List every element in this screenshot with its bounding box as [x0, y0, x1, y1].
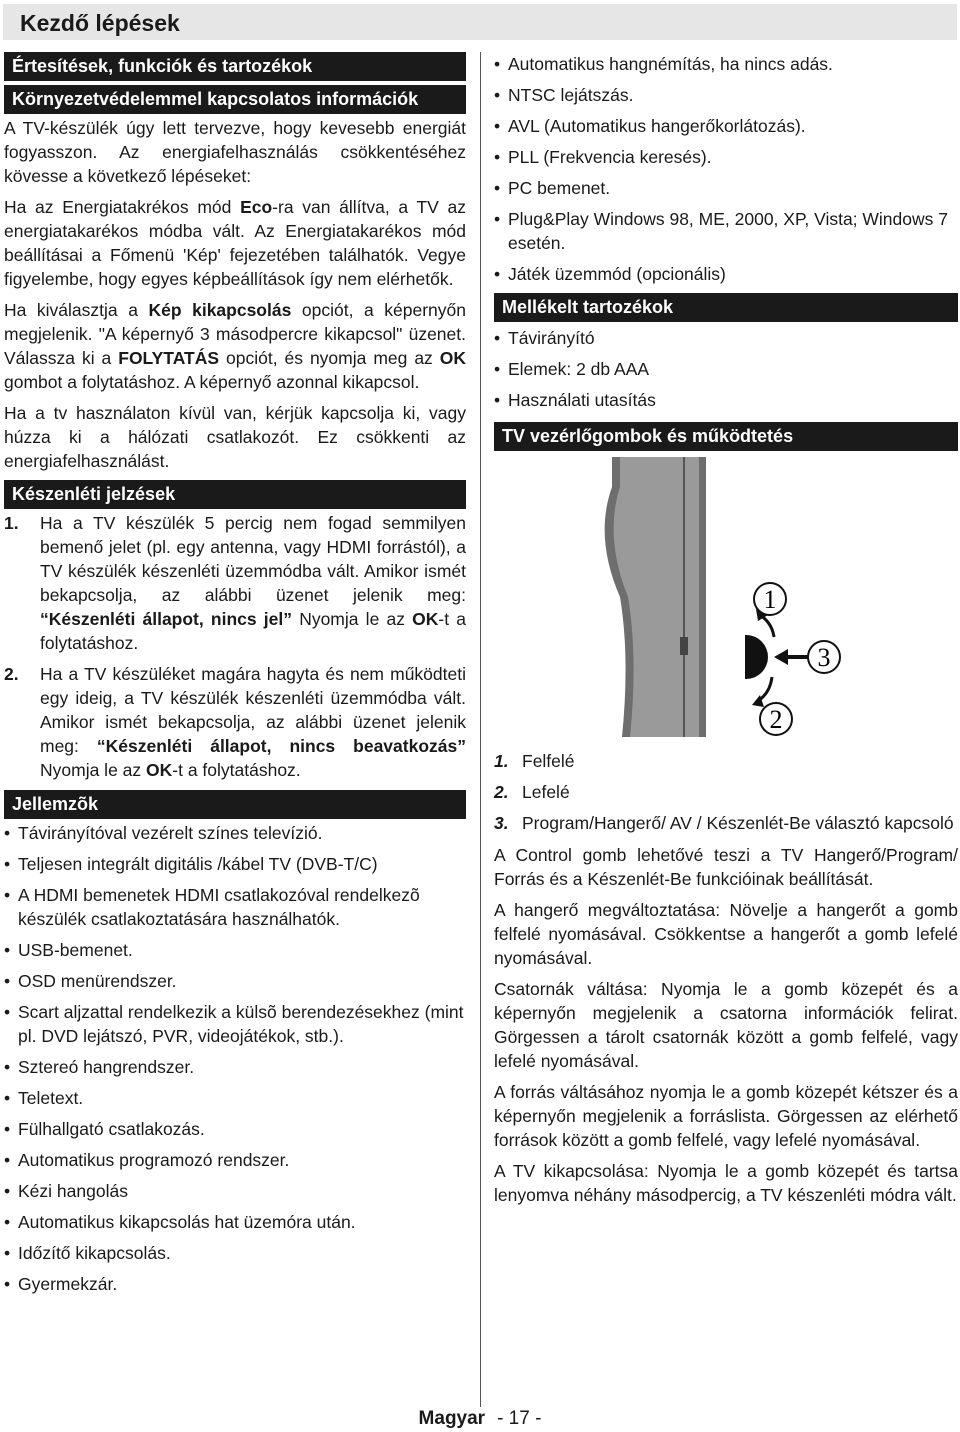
column-divider: [480, 52, 481, 1407]
list-item: • USB-bemenet.: [4, 938, 466, 962]
controls-list: [494, 749, 958, 835]
section-header-controls: TV vezérlőgombok és működtetés: [494, 422, 958, 451]
list-item: • Kézi hangolás: [4, 1179, 466, 1203]
list-item: • NTSC lejátszás.: [494, 83, 958, 107]
list-item: 2. Lefelé: [494, 782, 570, 802]
env-paragraph-1: A TV-készülék úgy lett tervezve, hogy kevesebb energiát fogyasszon. Az energiafelhasználás csökkentéséhez kövesse a következő lépéseket:: [4, 118, 466, 186]
page-title: Kezdő lépések: [3, 4, 957, 40]
list-item: • Automatikus hangnémítás, ha nincs adás.: [494, 52, 958, 76]
controls-paragraph-2: A hangerő megváltoztatása: Növelje a hangerőt a gomb felfelé nyomásával. Csökkentse a hangerőt a gomb lefelé nyomásával.: [494, 900, 958, 968]
list-item: 3. Program/Hangerő/ AV / Készenlét-Be választó kapcsoló: [494, 813, 954, 833]
list-item: • A HDMI bemenetek HDMI csatlakozóval rendelkezõ készülék csatlakoztatására használhatók.: [4, 883, 466, 931]
tv-side-illustration: [494, 457, 958, 737]
callout-1-label: 1: [763, 585, 777, 614]
page-footer: [0, 1408, 960, 1430]
list-item: • Plug&Play Windows 98, ME, 2000, XP, Vista; Windows 7 esetén.: [494, 207, 958, 255]
list-item: • Automatikus programozó rendszer.: [4, 1148, 466, 1172]
list-item: • Scart aljzattal rendelkezik a külsõ berendezésekhez (mint pl. DVD lejátszó, PVR, videojátékok, stb.).: [4, 1000, 466, 1048]
section-header-notifications: Értesítések, funkciók és tartozékok: [4, 52, 466, 81]
section-header-standby: Készenléti jelzések: [4, 480, 466, 509]
controls-paragraph-1: A Control gomb lehetővé teszi a TV Hangerő/Program/ Forrás és a Készenlét-Be funkcióinak beállítását.: [494, 845, 958, 889]
footer-language: Magyar: [418, 1408, 486, 1429]
control-button-nub: [680, 637, 688, 655]
tv-control-figure: [494, 457, 958, 737]
page-number: - 17 -: [497, 1408, 542, 1429]
controls-paragraph-5: A TV kikapcsolása: Nyomja le a gomb közepét és tartsa lenyomva néhány másodpercig, a TV készenléti módra vált.: [494, 1161, 958, 1205]
env-paragraph-4: Ha a tv használaton kívül van, kérjük kapcsolja ki, vagy húzza ki a hálózati csatlakozót. Ez csökkenti az energiafelhasználást.: [4, 403, 466, 471]
list-item: • Használati utasítás: [494, 388, 958, 412]
list-item: • Távirányítóval vezérelt színes televízió.: [4, 821, 466, 845]
control-button-icon: [746, 635, 768, 679]
list-item: 1. Felfelé: [494, 751, 575, 771]
env-paragraph-3: Ha kiválasztja a Kép kikapcsolás opciót, a képernyőn megjelenik. "A képernyő 3 másodpercre kikapcsol" üzenet. Válassza ki a FOLYTATÁS opciót, és nyomja meg az OK gombot a folytatáshoz. A képernyő azonnal kikapcsol.: [4, 300, 467, 392]
section-header-accessories: Mellékelt tartozékok: [494, 293, 958, 322]
list-item: • AVL (Automatikus hangerőkorlátozás).: [494, 114, 958, 138]
list-item: 2. Ha a TV készüléket magára hagyta és nem működteti egy ideig, a TV készülék készenléti üzemmódba vált. Amikor ismét bekapcsolja, az alábbi üzenet jelenik meg: “Készenléti állapot, nincs beavatkozás” Nyomja le az OK-t a folytatáshoz.: [4, 664, 466, 780]
list-item: • PC bemenet.: [494, 176, 958, 200]
callout-3-label: 3: [817, 643, 831, 672]
section-header-features: Jellemzõk: [4, 790, 466, 819]
list-item: • Gyermekzár.: [4, 1272, 466, 1296]
features-list: [4, 821, 466, 1296]
list-item: • Elemek: 2 db AAA: [494, 357, 958, 381]
right-column: [494, 52, 958, 1214]
features-list-continued: [494, 52, 958, 286]
list-item: • Teletext.: [4, 1086, 466, 1110]
callout-2-label: 2: [769, 705, 783, 734]
controls-paragraph-3: Csatornák váltása: Nyomja le a gomb közepét és a képernyőn megjelenik a csatorna információk felirat. Görgessen a tárolt csatornák között a gomb felfelé, vagy lefelé nyomásával.: [494, 979, 958, 1071]
section-header-environment: Környezetvédelemmel kapcsolatos információk: [4, 85, 466, 114]
list-item: • Játék üzemmód (opcionális): [494, 262, 958, 286]
list-item: • PLL (Frekvencia keresés).: [494, 145, 958, 169]
list-item: • Időzítő kikapcsolás.: [4, 1241, 466, 1265]
list-item: • OSD menürendszer.: [4, 969, 466, 993]
standby-list: [4, 511, 466, 782]
list-item: • Sztereó hangrendszer.: [4, 1055, 466, 1079]
env-paragraph-2: Ha az Energiatakrékos mód Eco-ra van állítva, a TV az energiatakarékos módba vált. Az Energiatakarékos mód beállításai a Főmenü 'Kép' fejezetében találhatók. Vegye figyelembe, hogy egyes képbeállítások így nem elérhetők.: [4, 197, 466, 289]
list-item: • Teljesen integrált digitális /kábel TV (DVB-T/C): [4, 852, 466, 876]
list-item: • Távirányító: [494, 326, 958, 350]
controls-paragraph-4: A forrás váltásához nyomja le a gomb közepét kétszer és a képernyőn megjelenik a forráslista. Görgessen az elérhető források között a gomb felfelé, vagy lefelé nyomásával.: [494, 1082, 958, 1150]
list-item: • Automatikus kikapcsolás hat üzemóra után.: [4, 1210, 466, 1234]
list-item: 1. Ha a TV készülék 5 percig nem fogad semmilyen bemenő jelet (pl. egy antenna, vagy HDMI forrástól), a TV készülék készenléti üzemmódba vált. Amikor ismét bekapcsolja, az alábbi üzenet jelenik meg: “Készenléti állapot, nincs jel” Nyomja le az OK-t a folytatáshoz.: [4, 513, 466, 653]
left-column: [4, 52, 466, 1303]
accessories-list: [494, 326, 958, 412]
list-item: • Fülhallgató csatlakozás.: [4, 1117, 466, 1141]
